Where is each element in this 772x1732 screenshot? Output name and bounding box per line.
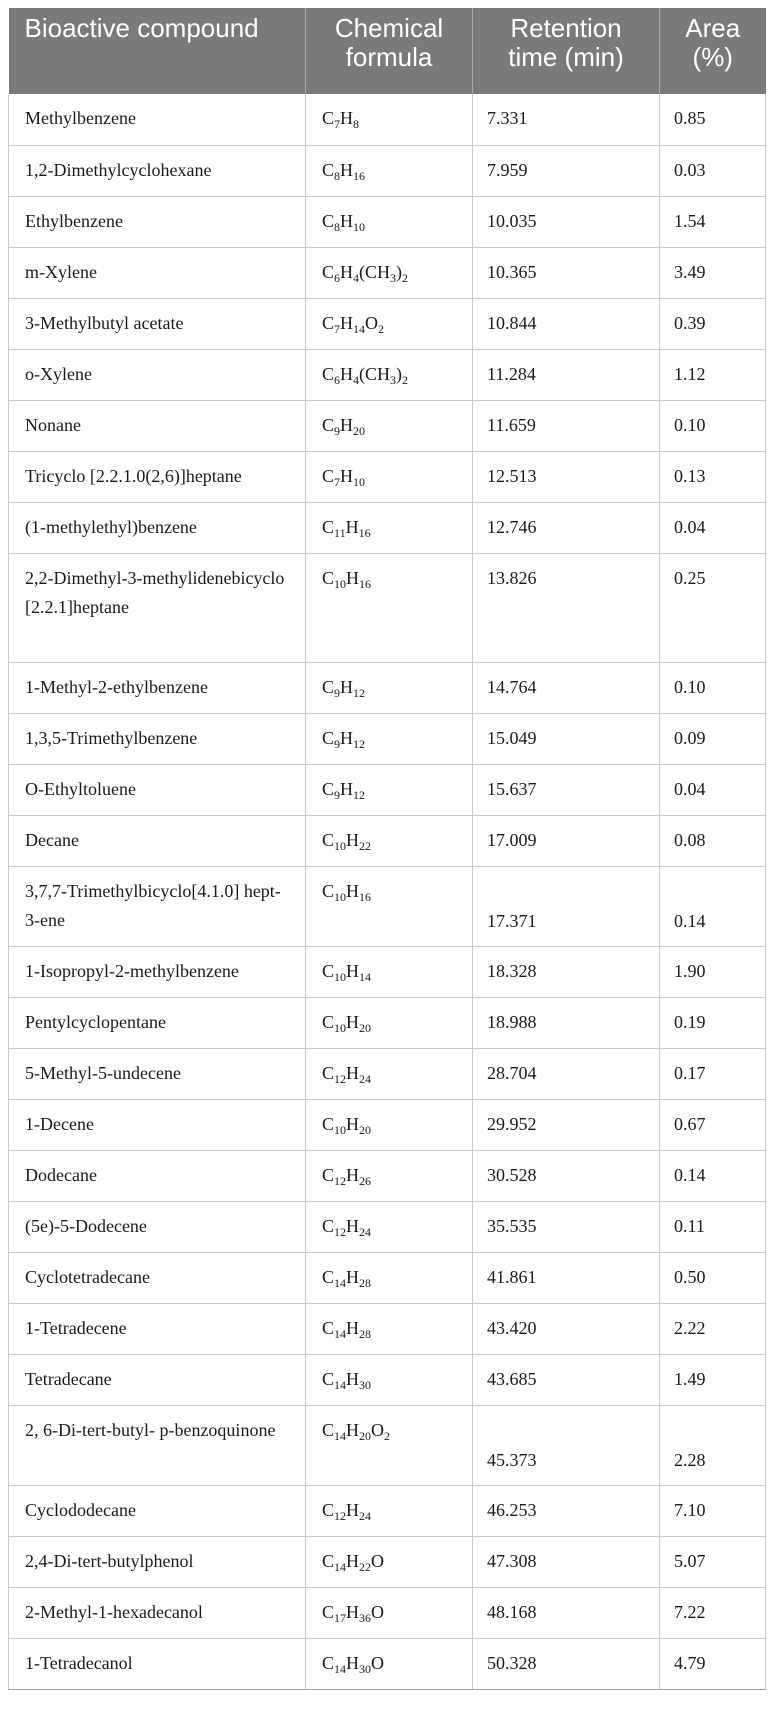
table-row: [9, 1150, 766, 1201]
cell-compound: 1,2-Dimethylcyclohexane: [9, 145, 306, 196]
table-row: [9, 997, 766, 1048]
table-row: [9, 713, 766, 764]
cell-retention-time: 7.331: [473, 94, 660, 145]
table-row: [9, 145, 766, 196]
cell-formula: $C_{12}H_{24}$: [306, 1201, 473, 1252]
cell-formula: $C_8H_{16}$: [306, 145, 473, 196]
cell-area: 0.03: [660, 145, 766, 196]
cell-area: 0.04: [660, 764, 766, 815]
cell-formula: $C_8H_{10}$: [306, 196, 473, 247]
cell-formula: $C_9H_{12}$: [306, 662, 473, 713]
cell-compound: Tetradecane: [9, 1354, 306, 1405]
cell-retention-time: 10.365: [473, 247, 660, 298]
table-row: [9, 1638, 766, 1689]
cell-compound: 1-Tetradecene: [9, 1303, 306, 1354]
cell-area: 2.28: [660, 1405, 766, 1485]
cell-area: 5.07: [660, 1536, 766, 1587]
cell-formula: $C_{14}H_{22}O$: [306, 1536, 473, 1587]
table-row: [9, 451, 766, 502]
cell-formula: $C_{11}H_{16}$: [306, 502, 473, 553]
table-row: [9, 1201, 766, 1252]
cell-compound: Cyclotetradecane: [9, 1252, 306, 1303]
cell-compound: m-Xylene: [9, 247, 306, 298]
cell-formula: $C_7H_{14}O_2$: [306, 298, 473, 349]
table-body: [9, 94, 766, 1689]
cell-area: 4.79: [660, 1638, 766, 1689]
cell-formula: $C_9H_{12}$: [306, 713, 473, 764]
cell-formula: $C_7H_{10}$: [306, 451, 473, 502]
cell-retention-time: 47.308: [473, 1536, 660, 1587]
cell-area: 0.14: [660, 1150, 766, 1201]
cell-formula: $C_{12}H_{24}$: [306, 1485, 473, 1536]
cell-compound: 1-Decene: [9, 1099, 306, 1150]
cell-area: 3.49: [660, 247, 766, 298]
cell-compound: 1-Tetradecanol: [9, 1638, 306, 1689]
table-row: [9, 94, 766, 145]
cell-compound: Cyclododecane: [9, 1485, 306, 1536]
cell-compound: Ethylbenzene: [9, 196, 306, 247]
cell-area: 1.12: [660, 349, 766, 400]
cell-compound: Tricyclo [2.2.1.0(2,6)]heptane: [9, 451, 306, 502]
cell-compound: Decane: [9, 815, 306, 866]
cell-formula: $C_{10}H_{22}$: [306, 815, 473, 866]
cell-area: 0.67: [660, 1099, 766, 1150]
cell-area: 0.19: [660, 997, 766, 1048]
cell-compound: 5-Methyl-5-undecene: [9, 1048, 306, 1099]
cell-area: 1.54: [660, 196, 766, 247]
cell-formula: $C_{17}H_{36}O$: [306, 1587, 473, 1638]
cell-area: 0.08: [660, 815, 766, 866]
table-row: [9, 1252, 766, 1303]
cell-formula: $C_6H_4(CH_3)_2$: [306, 247, 473, 298]
cell-retention-time: 45.373: [473, 1405, 660, 1485]
cell-compound: 3-Methylbutyl acetate: [9, 298, 306, 349]
header-retention-time: Retention time (min): [473, 8, 660, 94]
cell-compound: Pentylcyclopentane: [9, 997, 306, 1048]
table-row: [9, 662, 766, 713]
cell-formula: $C_6H_4(CH_3)_2$: [306, 349, 473, 400]
table-row: [9, 1099, 766, 1150]
table-row: [9, 866, 766, 946]
table-row: [9, 1354, 766, 1405]
cell-retention-time: 43.685: [473, 1354, 660, 1405]
cell-formula: $C_{14}H_{30}$: [306, 1354, 473, 1405]
cell-formula: $C_{14}H_{30}O$: [306, 1638, 473, 1689]
cell-retention-time: 12.513: [473, 451, 660, 502]
cell-compound: 2, 6-Di-tert-butyl- p-benzoquinone: [9, 1405, 306, 1485]
cell-compound: o-Xylene: [9, 349, 306, 400]
table-row: [9, 1048, 766, 1099]
cell-retention-time: 10.844: [473, 298, 660, 349]
cell-retention-time: 41.861: [473, 1252, 660, 1303]
cell-compound: 2,4-Di-tert-butylphenol: [9, 1536, 306, 1587]
cell-area: 2.22: [660, 1303, 766, 1354]
cell-formula: $C_{14}H_{28}$: [306, 1252, 473, 1303]
cell-retention-time: 14.764: [473, 662, 660, 713]
cell-area: 0.10: [660, 662, 766, 713]
cell-retention-time: 18.328: [473, 946, 660, 997]
table-row: [9, 1485, 766, 1536]
cell-compound: (5e)-5-Dodecene: [9, 1201, 306, 1252]
cell-compound: 1,3,5-Trimethylbenzene: [9, 713, 306, 764]
cell-retention-time: 17.009: [473, 815, 660, 866]
cell-compound: 1-Methyl-2-ethylbenzene: [9, 662, 306, 713]
cell-area: 7.22: [660, 1587, 766, 1638]
table-row: [9, 764, 766, 815]
cell-retention-time: 10.035: [473, 196, 660, 247]
cell-compound: Dodecane: [9, 1150, 306, 1201]
header-formula: Chemical formula: [306, 8, 473, 94]
cell-retention-time: 28.704: [473, 1048, 660, 1099]
cell-retention-time: 15.637: [473, 764, 660, 815]
cell-formula: $C_{14}H_{20}O_2$: [306, 1405, 473, 1485]
cell-formula: $C_{12}H_{26}$: [306, 1150, 473, 1201]
table-row: [9, 553, 766, 662]
header-area: Area (%): [660, 8, 766, 94]
table-header: [9, 8, 766, 94]
cell-formula: $C_9H_{20}$: [306, 400, 473, 451]
cell-compound: 1-Isopropyl-2-methylbenzene: [9, 946, 306, 997]
cell-formula: $C_9H_{12}$: [306, 764, 473, 815]
table-row: [9, 298, 766, 349]
cell-area: 0.09: [660, 713, 766, 764]
cell-retention-time: 7.959: [473, 145, 660, 196]
cell-retention-time: 13.826: [473, 553, 660, 662]
cell-area: 0.85: [660, 94, 766, 145]
cell-compound: Nonane: [9, 400, 306, 451]
cell-retention-time: 43.420: [473, 1303, 660, 1354]
header-compound: Bioactive compound: [9, 8, 306, 94]
cell-area: 0.39: [660, 298, 766, 349]
cell-retention-time: 30.528: [473, 1150, 660, 1201]
cell-area: 7.10: [660, 1485, 766, 1536]
table-row: [9, 1303, 766, 1354]
cell-area: 0.04: [660, 502, 766, 553]
cell-retention-time: 18.988: [473, 997, 660, 1048]
cell-area: 1.49: [660, 1354, 766, 1405]
cell-compound: 2,2-Dimethyl-3-methylidenebicyclo [2.2.1]heptane: [9, 553, 306, 662]
cell-retention-time: 11.284: [473, 349, 660, 400]
cell-compound: Methylbenzene: [9, 94, 306, 145]
cell-formula: $C_{10}H_{16}$: [306, 866, 473, 946]
table-row: [9, 815, 766, 866]
table-row: [9, 502, 766, 553]
cell-retention-time: 29.952: [473, 1099, 660, 1150]
cell-retention-time: 35.535: [473, 1201, 660, 1252]
table-row: [9, 196, 766, 247]
header-row: [9, 8, 766, 94]
cell-area: 0.25: [660, 553, 766, 662]
table-row: [9, 1405, 766, 1485]
cell-formula: $C_{10}H_{20}$: [306, 997, 473, 1048]
cell-area: 0.11: [660, 1201, 766, 1252]
cell-compound: (1-methylethyl)benzene: [9, 502, 306, 553]
compound-table: [8, 8, 766, 1690]
cell-retention-time: 12.746: [473, 502, 660, 553]
cell-retention-time: 48.168: [473, 1587, 660, 1638]
cell-retention-time: 11.659: [473, 400, 660, 451]
table-row: [9, 946, 766, 997]
table-row: [9, 400, 766, 451]
cell-retention-time: 15.049: [473, 713, 660, 764]
cell-retention-time: 46.253: [473, 1485, 660, 1536]
cell-formula: $C_{14}H_{28}$: [306, 1303, 473, 1354]
cell-compound: 2-Methyl-1-hexadecanol: [9, 1587, 306, 1638]
table-row: [9, 349, 766, 400]
cell-compound: 3,7,7-Trimethylbicyclo[4.1.0] hept-3-ene: [9, 866, 306, 946]
cell-area: 0.13: [660, 451, 766, 502]
cell-formula: $C_{10}H_{16}$: [306, 553, 473, 662]
table-row: [9, 1587, 766, 1638]
cell-compound: O-Ethyltoluene: [9, 764, 306, 815]
cell-retention-time: 50.328: [473, 1638, 660, 1689]
cell-area: 0.14: [660, 866, 766, 946]
cell-formula: $C_7H_8$: [306, 94, 473, 145]
table-row: [9, 247, 766, 298]
cell-formula: $C_{10}H_{14}$: [306, 946, 473, 997]
cell-area: 0.50: [660, 1252, 766, 1303]
cell-area: 0.10: [660, 400, 766, 451]
cell-area: 1.90: [660, 946, 766, 997]
cell-formula: $C_{10}H_{20}$: [306, 1099, 473, 1150]
cell-area: 0.17: [660, 1048, 766, 1099]
cell-retention-time: 17.371: [473, 866, 660, 946]
cell-formula: $C_{12}H_{24}$: [306, 1048, 473, 1099]
table-row: [9, 1536, 766, 1587]
